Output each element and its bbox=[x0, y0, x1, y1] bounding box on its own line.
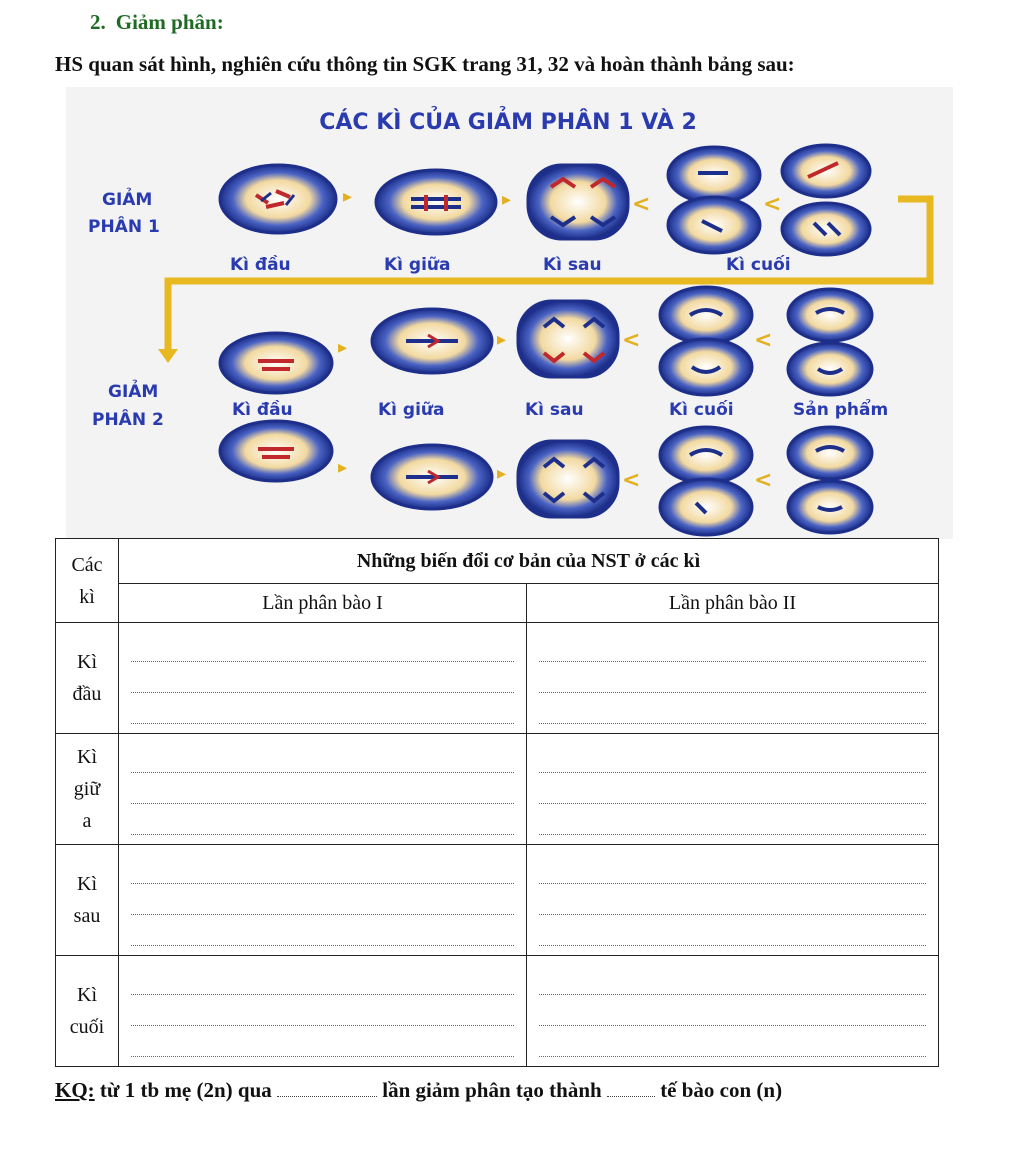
answer-cell-metaphase-1[interactable] bbox=[119, 734, 527, 845]
arrow-7: < bbox=[622, 328, 641, 353]
answer-cell-anaphase-1[interactable] bbox=[119, 845, 527, 956]
stage-prophase bbox=[56, 623, 119, 734]
meiosis-diagram bbox=[66, 87, 953, 539]
stage-header-line1: Các bbox=[71, 553, 103, 576]
row1-label-4: Kì cuối bbox=[726, 255, 791, 275]
phase2-label-line1: GIẢM bbox=[108, 382, 159, 402]
meiosis1-metaphase-cell bbox=[376, 170, 496, 234]
arrow-4: < bbox=[763, 192, 782, 217]
row1-label-2: Kì giữa bbox=[384, 255, 451, 275]
answer-cell-metaphase-2[interactable] bbox=[527, 734, 939, 845]
row1-label-3: Kì sau bbox=[543, 255, 602, 275]
phase1-label-line2: PHÂN 1 bbox=[88, 217, 160, 237]
meiosis1-anaphase-cell bbox=[528, 165, 628, 239]
conclusion-part1: từ 1 tb mẹ (2n) qua bbox=[99, 1078, 272, 1102]
section-title: Giảm phân: bbox=[115, 10, 224, 34]
arrow-3: < bbox=[632, 192, 651, 217]
stage-prophase-line2: đầu bbox=[72, 683, 102, 705]
row2-label-3: Kì sau bbox=[525, 400, 584, 420]
conclusion-part2: lần giảm phân tạo thành bbox=[382, 1078, 602, 1102]
phase1-label-line1: GIẢM bbox=[102, 190, 153, 210]
meiosis2-anaphase-cell-top bbox=[518, 301, 618, 377]
row2-label-2: Kì giữa bbox=[378, 400, 445, 420]
arrow-2: ▸ bbox=[502, 189, 512, 210]
meiosis1-product-cells bbox=[782, 145, 870, 255]
conclusion-blank-1[interactable] bbox=[277, 1082, 377, 1097]
table-row bbox=[56, 734, 939, 845]
meiosis2-product-cells-bottom bbox=[788, 427, 872, 533]
stage-metaphase bbox=[56, 734, 119, 845]
arrow-9: ▸ bbox=[338, 457, 348, 478]
table-row bbox=[56, 623, 939, 734]
meiosis2-metaphase-cell-bottom bbox=[372, 445, 492, 509]
answer-cell-prophase-2[interactable] bbox=[527, 623, 939, 734]
stage-metaphase-line3: a bbox=[82, 810, 92, 832]
row1-label-1: Kì đầu bbox=[230, 255, 291, 275]
section-number: 2. bbox=[90, 10, 106, 34]
stage-anaphase-line1: Kì bbox=[77, 873, 97, 895]
arrow-12: < bbox=[754, 468, 773, 493]
stage-metaphase-line2: giữ bbox=[73, 778, 101, 800]
arrow-11: < bbox=[622, 468, 641, 493]
meiosis-diagram-svg bbox=[66, 87, 953, 539]
row2-label-5: Sản phẩm bbox=[793, 400, 889, 420]
phase2-label-line2: PHÂN 2 bbox=[92, 410, 164, 430]
figure-title: CÁC KÌ CỦA GIẢM PHÂN 1 VÀ 2 bbox=[319, 110, 697, 135]
meiosis1-telophase-cell bbox=[668, 147, 760, 253]
stage-telophase-line1: Kì bbox=[77, 984, 97, 1006]
section-heading bbox=[90, 10, 224, 35]
instructions: HS quan sát hình, nghiên cứu thông tin SGK trang 31, 32 và hoàn thành bảng sau: bbox=[55, 52, 795, 76]
arrow-1: ▸ bbox=[343, 186, 353, 207]
answer-cell-prophase-1[interactable] bbox=[119, 623, 527, 734]
table-row bbox=[56, 956, 939, 1067]
stage-telophase bbox=[56, 956, 119, 1067]
stage-anaphase bbox=[56, 845, 119, 956]
meiosis2-prophase-cell-top bbox=[220, 333, 332, 393]
answer-cell-telophase-2[interactable] bbox=[527, 956, 939, 1067]
table-row bbox=[56, 845, 939, 956]
answer-cell-anaphase-2[interactable] bbox=[527, 845, 939, 956]
meiosis2-product-cells-top bbox=[788, 289, 872, 395]
stage-telophase-line2: cuối bbox=[69, 1016, 105, 1038]
row2-label-4: Kì cuối bbox=[669, 400, 734, 420]
answer-cell-telophase-1[interactable] bbox=[119, 956, 527, 1067]
stage-prophase-line1: Kì bbox=[77, 651, 97, 673]
conclusion-part3: tế bào con (n) bbox=[660, 1078, 783, 1102]
meiosis2-telophase-cell-bottom bbox=[660, 427, 752, 535]
arrow-8: < bbox=[754, 328, 773, 353]
table-main-header: Những biến đổi cơ bản của NST ở các kì bbox=[119, 539, 939, 584]
meiosis2-anaphase-cell-bottom bbox=[518, 441, 618, 517]
stage-anaphase-line2: sau bbox=[73, 905, 101, 927]
connector-arrowhead bbox=[158, 349, 178, 363]
conclusion-blank-2[interactable] bbox=[607, 1082, 655, 1097]
worksheet-table bbox=[55, 538, 939, 1067]
meiosis1-prophase-cell bbox=[220, 165, 336, 233]
meiosis2-prophase-cell-bottom bbox=[220, 421, 332, 481]
meiosis2-telophase-cell-top bbox=[660, 287, 752, 395]
arrow-10: ▸ bbox=[497, 463, 507, 484]
conclusion-label: KQ: bbox=[55, 1078, 95, 1102]
column-header-division-2: Lần phân bào II bbox=[527, 584, 939, 623]
column-header-division-1: Lần phân bào I bbox=[119, 584, 527, 623]
arrow-5: ▸ bbox=[338, 337, 348, 358]
row2-label-1: Kì đầu bbox=[232, 400, 293, 420]
stage-header-line2: kì bbox=[79, 585, 95, 608]
conclusion bbox=[55, 1078, 782, 1103]
meiosis2-metaphase-cell-top bbox=[372, 309, 492, 373]
stage-metaphase-line1: Kì bbox=[77, 746, 97, 768]
stage-header bbox=[56, 539, 119, 623]
arrow-6: ▸ bbox=[497, 329, 507, 350]
